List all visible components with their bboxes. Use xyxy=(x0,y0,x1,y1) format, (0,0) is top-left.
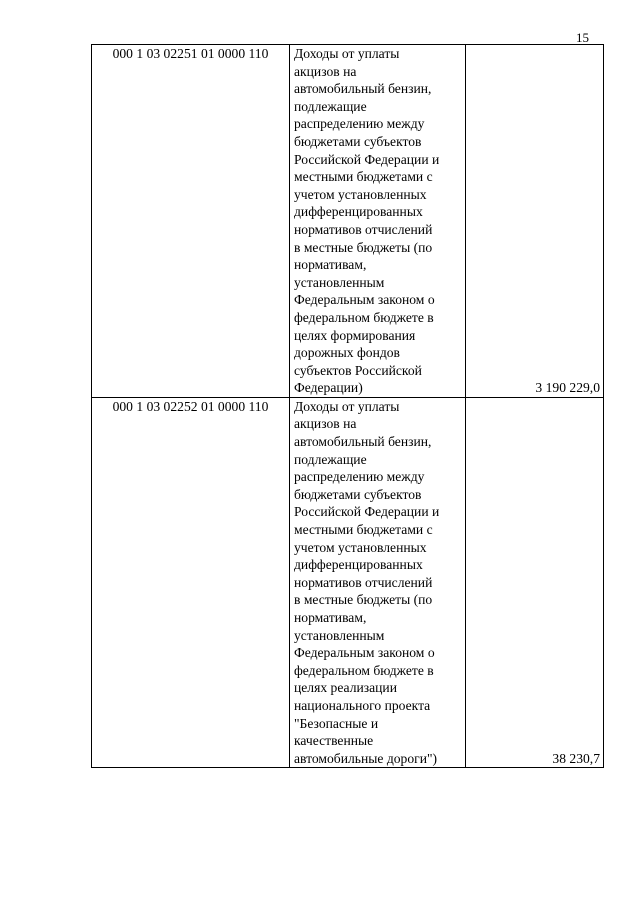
description-line: местными бюджетами с xyxy=(294,522,433,538)
description-line: субъектов Российской xyxy=(294,362,422,378)
description-line: в местные бюджеты (по xyxy=(294,239,433,255)
description-line: автомобильный бензин, xyxy=(294,434,432,450)
description-line: бюджетами субъектов xyxy=(294,486,422,502)
description-cell xyxy=(290,397,466,767)
amount-cell: 3 190 229,0 xyxy=(466,45,604,398)
description-line: целях реализации xyxy=(294,680,397,696)
description-cell xyxy=(290,45,466,398)
description-line: бюджетами субъектов xyxy=(294,133,422,149)
description-line: подлежащие xyxy=(294,98,367,114)
description-line: национального проекта xyxy=(294,697,431,713)
amount-cell: 38 230,7 xyxy=(466,397,604,767)
description-line: федеральном бюджете в xyxy=(294,309,434,325)
description-line: в местные бюджеты (по xyxy=(294,592,433,608)
page-number: 15 xyxy=(576,30,589,45)
description-line: качественные xyxy=(294,733,374,749)
description-line: нормативов отчислений xyxy=(294,574,433,590)
description-line: местными бюджетами с xyxy=(294,169,433,185)
description-line: Федеральным законом о xyxy=(294,645,435,661)
description-line: нормативам, xyxy=(294,610,367,625)
description-line: целях формирования xyxy=(294,327,416,343)
description-line: учетом установленных xyxy=(294,539,427,555)
budget-table-body xyxy=(92,45,604,768)
description-line: учетом установленных xyxy=(294,186,427,202)
description-line: дорожных фондов xyxy=(294,345,400,361)
description-line: дифференцированных xyxy=(294,557,423,573)
description-line: Доходы от уплаты xyxy=(294,46,400,61)
description-line: автомобильные дороги") xyxy=(294,750,438,766)
table-row xyxy=(92,45,604,398)
budget-table xyxy=(91,44,604,768)
description-line: установленным xyxy=(294,627,385,643)
description-line: Российской Федерации и xyxy=(294,151,440,167)
description-line: Доходы от уплаты xyxy=(294,398,400,414)
description-line: установленным xyxy=(294,274,385,290)
table-row xyxy=(92,397,604,767)
description-line: Федерации) xyxy=(294,380,363,396)
description-line: акцизов на xyxy=(294,416,357,432)
description-line: Российской Федерации и xyxy=(294,504,440,520)
description-line: Федеральным законом о xyxy=(294,292,435,308)
description-line: распределению между xyxy=(294,469,425,485)
description-line: подлежащие xyxy=(294,451,367,467)
description-line: акцизов на xyxy=(294,63,357,79)
description-line: "Безопасные и xyxy=(294,715,379,731)
budget-code-cell: 000 1 03 02251 01 0000 110 xyxy=(92,45,290,398)
description-line: нормативам, xyxy=(294,257,367,273)
budget-code-cell: 000 1 03 02252 01 0000 110 xyxy=(92,397,290,767)
description-line: распределению между xyxy=(294,116,425,132)
description-line: автомобильный бензин, xyxy=(294,81,432,97)
description-line: дифференцированных xyxy=(294,204,423,220)
description-line: нормативов отчислений xyxy=(294,221,433,237)
description-line: федеральном бюджете в xyxy=(294,662,434,678)
